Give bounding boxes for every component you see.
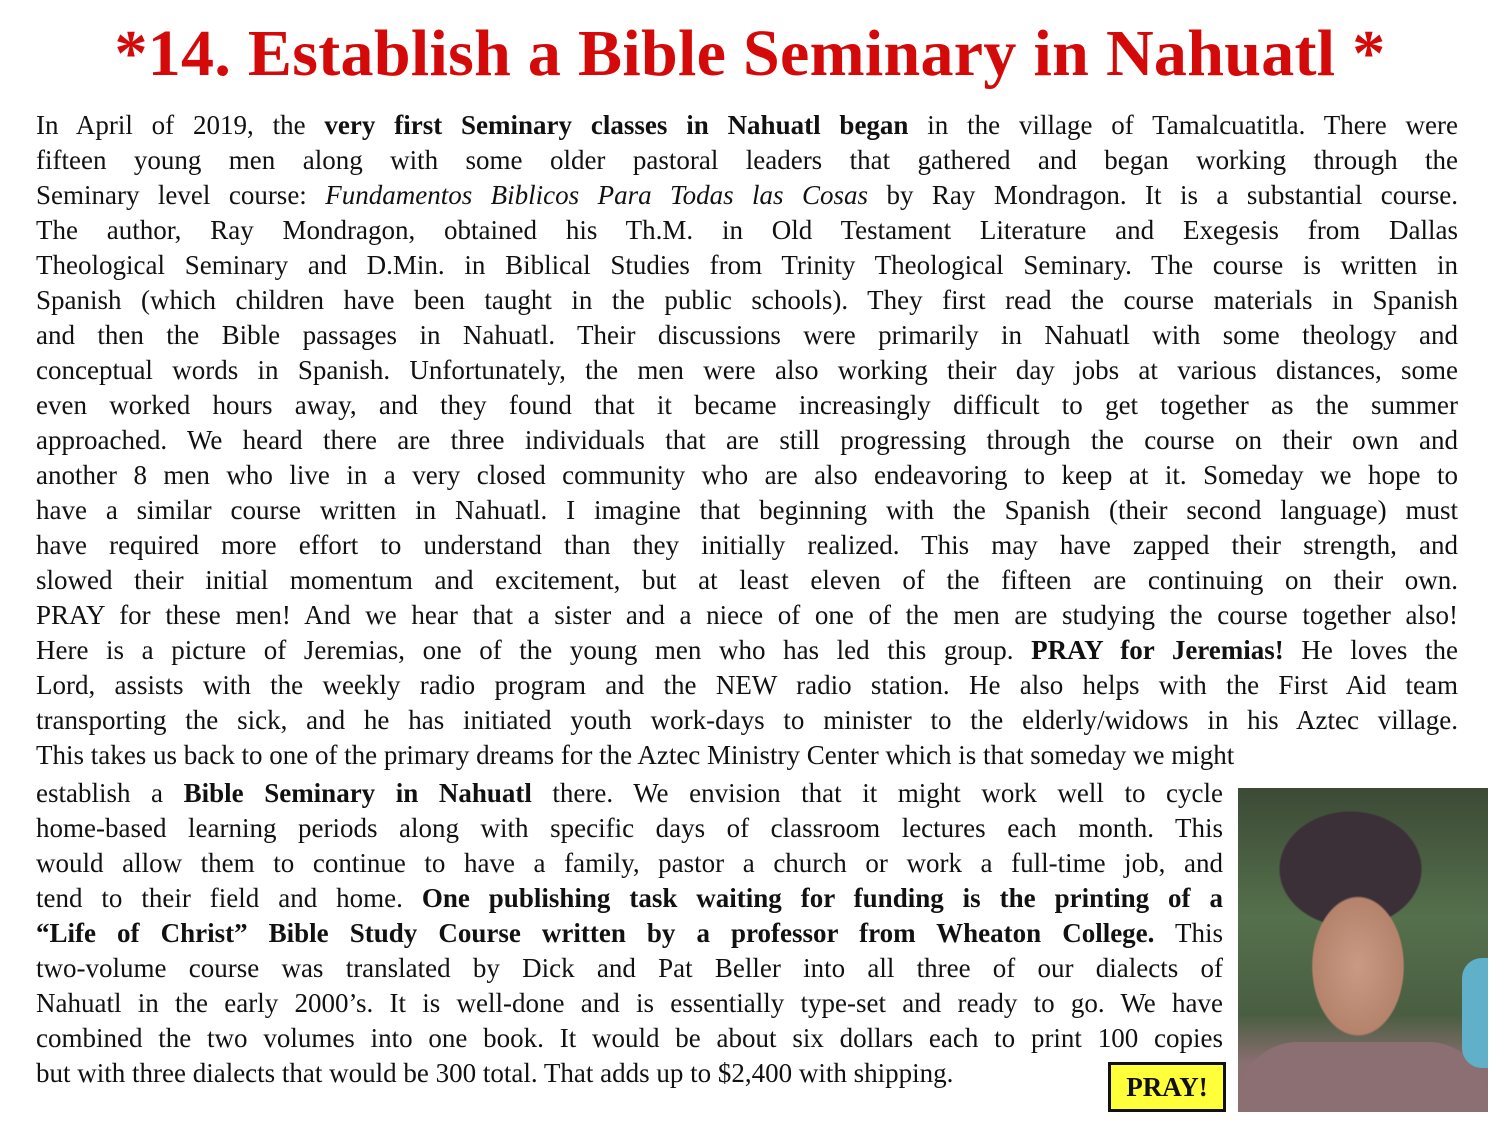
- text-segment: combined the two volumes into one book. It would be about six dollars each to print 100 copies: [36, 1023, 1223, 1053]
- text-line: [36, 846, 1223, 881]
- text-segment: two-volume course was translated by Dick and Pat Beller into all three of our dialects of: [36, 953, 1223, 983]
- pray-badge: PRAY!: [1108, 1062, 1226, 1112]
- bold-text: One publishing task waiting for funding is the printing of a: [421, 883, 1223, 913]
- text-line: [36, 881, 1223, 916]
- text-segment: have a similar course written in Nahuatl. I imagine that beginning with the Spanish (their second language) must: [36, 495, 1458, 525]
- text-line: [36, 811, 1223, 846]
- bold-text: PRAY for Jeremias!: [1031, 635, 1284, 665]
- bold-text: Bible Seminary in Nahuatl: [183, 778, 532, 808]
- text-segment: Nahuatl in the early 2000’s. It is well-done and is essentially type-set and ready to go. We have: [36, 988, 1223, 1018]
- text-segment: by Ray Mondragon. It is a substantial course.: [868, 180, 1458, 210]
- text-segment: Here is a picture of Jeremias, one of the young men who has led this group.: [36, 635, 1032, 665]
- text-line: [36, 1056, 1223, 1091]
- text-segment: Seminary level course:: [36, 180, 326, 210]
- text-segment: This: [1154, 918, 1223, 948]
- text-segment: even worked hours away, and they found that it became increasingly difficult to get together as the summer: [36, 390, 1458, 420]
- text-segment: tend to their field and home.: [36, 883, 422, 913]
- text-segment: in the village of Tamalcuatitla. There were: [908, 110, 1458, 140]
- photo-shirt: [1238, 1042, 1488, 1112]
- photo-jeremias: [1238, 788, 1488, 1112]
- text-segment: another 8 men who live in a very closed community who are also endeavoring to keep at it. Someday we hope to: [36, 460, 1458, 490]
- text-line: [36, 776, 1223, 811]
- text-segment: Lord, assists with the weekly radio program and the NEW radio station. He also helps with the First Aid team: [36, 670, 1458, 700]
- text-line: [36, 178, 1458, 213]
- text-line: [36, 528, 1458, 563]
- text-line: [36, 598, 1458, 633]
- text-line: [36, 493, 1458, 528]
- text-line: [36, 283, 1458, 318]
- photo-background-object: [1462, 958, 1488, 1068]
- text-line: [36, 668, 1458, 703]
- text-segment: would allow them to continue to have a family, pastor a church or work a full-time job, and: [36, 848, 1223, 878]
- text-line: [36, 353, 1458, 388]
- text-segment: establish a: [36, 778, 184, 808]
- text-line: [36, 1021, 1223, 1056]
- text-segment: slowed their initial momentum and excitement, but at least eleven of the fifteen are continuing on their own.: [36, 565, 1458, 595]
- text-line: [36, 563, 1458, 598]
- text-line: [36, 388, 1458, 423]
- text-segment: approached. We heard there are three individuals that are still progressing through the course on their own and: [36, 425, 1458, 455]
- text-segment: In April of 2019, the: [36, 110, 325, 140]
- text-line: [36, 458, 1458, 493]
- italic-text: Fundamentos Biblicos Para Todas las Cosas: [325, 180, 869, 210]
- text-line: [36, 916, 1223, 951]
- text-segment: but with three dialects that would be 300 total. That adds up to $2,400 with shipping.: [36, 1058, 954, 1088]
- text-segment: conceptual words in Spanish. Unfortunately, the men were also working their day jobs at various distances, some: [36, 355, 1458, 385]
- text-segment: and then the Bible passages in Nahuatl. Their discussions were primarily in Nahuatl with some theology and: [36, 320, 1458, 350]
- text-line: [36, 703, 1458, 738]
- text-line: [36, 986, 1223, 1021]
- text-segment: Spanish (which children have been taught in the public schools). They first read the course materials in Spanish: [36, 285, 1458, 315]
- page-title: *14. Establish a Bible Seminary in Nahuatl *: [114, 17, 1386, 90]
- text-line: [36, 143, 1458, 178]
- text-line: [36, 633, 1458, 668]
- text-line: [36, 423, 1458, 458]
- text-line: [36, 951, 1223, 986]
- text-segment: The author, Ray Mondragon, obtained his Th.M. in Old Testament Literature and Exegesis from Dallas: [36, 215, 1458, 245]
- bold-text: very first Seminary classes in Nahuatl began: [324, 110, 909, 140]
- text-line: [36, 738, 1458, 773]
- text-segment: He loves the: [1283, 635, 1458, 665]
- text-line: [36, 108, 1458, 143]
- text-segment: Theological Seminary and D.Min. in Biblical Studies from Trinity Theological Seminary. The course is written in: [36, 250, 1458, 280]
- text-segment: fifteen young men along with some older pastoral leaders that gathered and began working through the: [36, 145, 1458, 175]
- text-segment: This takes us back to one of the primary dreams for the Aztec Ministry Center which is that someday we might: [36, 740, 1235, 770]
- text-segment: PRAY for these men! And we hear that a sister and a niece of one of the men are studying the course together also!: [36, 600, 1458, 630]
- text-segment: home-based learning periods along with specific days of classroom lectures each month. This: [36, 813, 1223, 843]
- text-line: [36, 213, 1458, 248]
- text-line: [36, 248, 1458, 283]
- text-segment: transporting the sick, and he has initiated youth work-days to minister to the elderly/widows in his Aztec village.: [36, 705, 1458, 735]
- text-line: [36, 318, 1458, 353]
- text-segment: there. We envision that it might work well to cycle: [531, 778, 1223, 808]
- text-segment: have required more effort to understand than they initially realized. This may have zapped their strength, and: [36, 530, 1458, 560]
- bold-text: “Life of Christ” Bible Study Course written by a professor from Wheaton College.: [36, 918, 1155, 948]
